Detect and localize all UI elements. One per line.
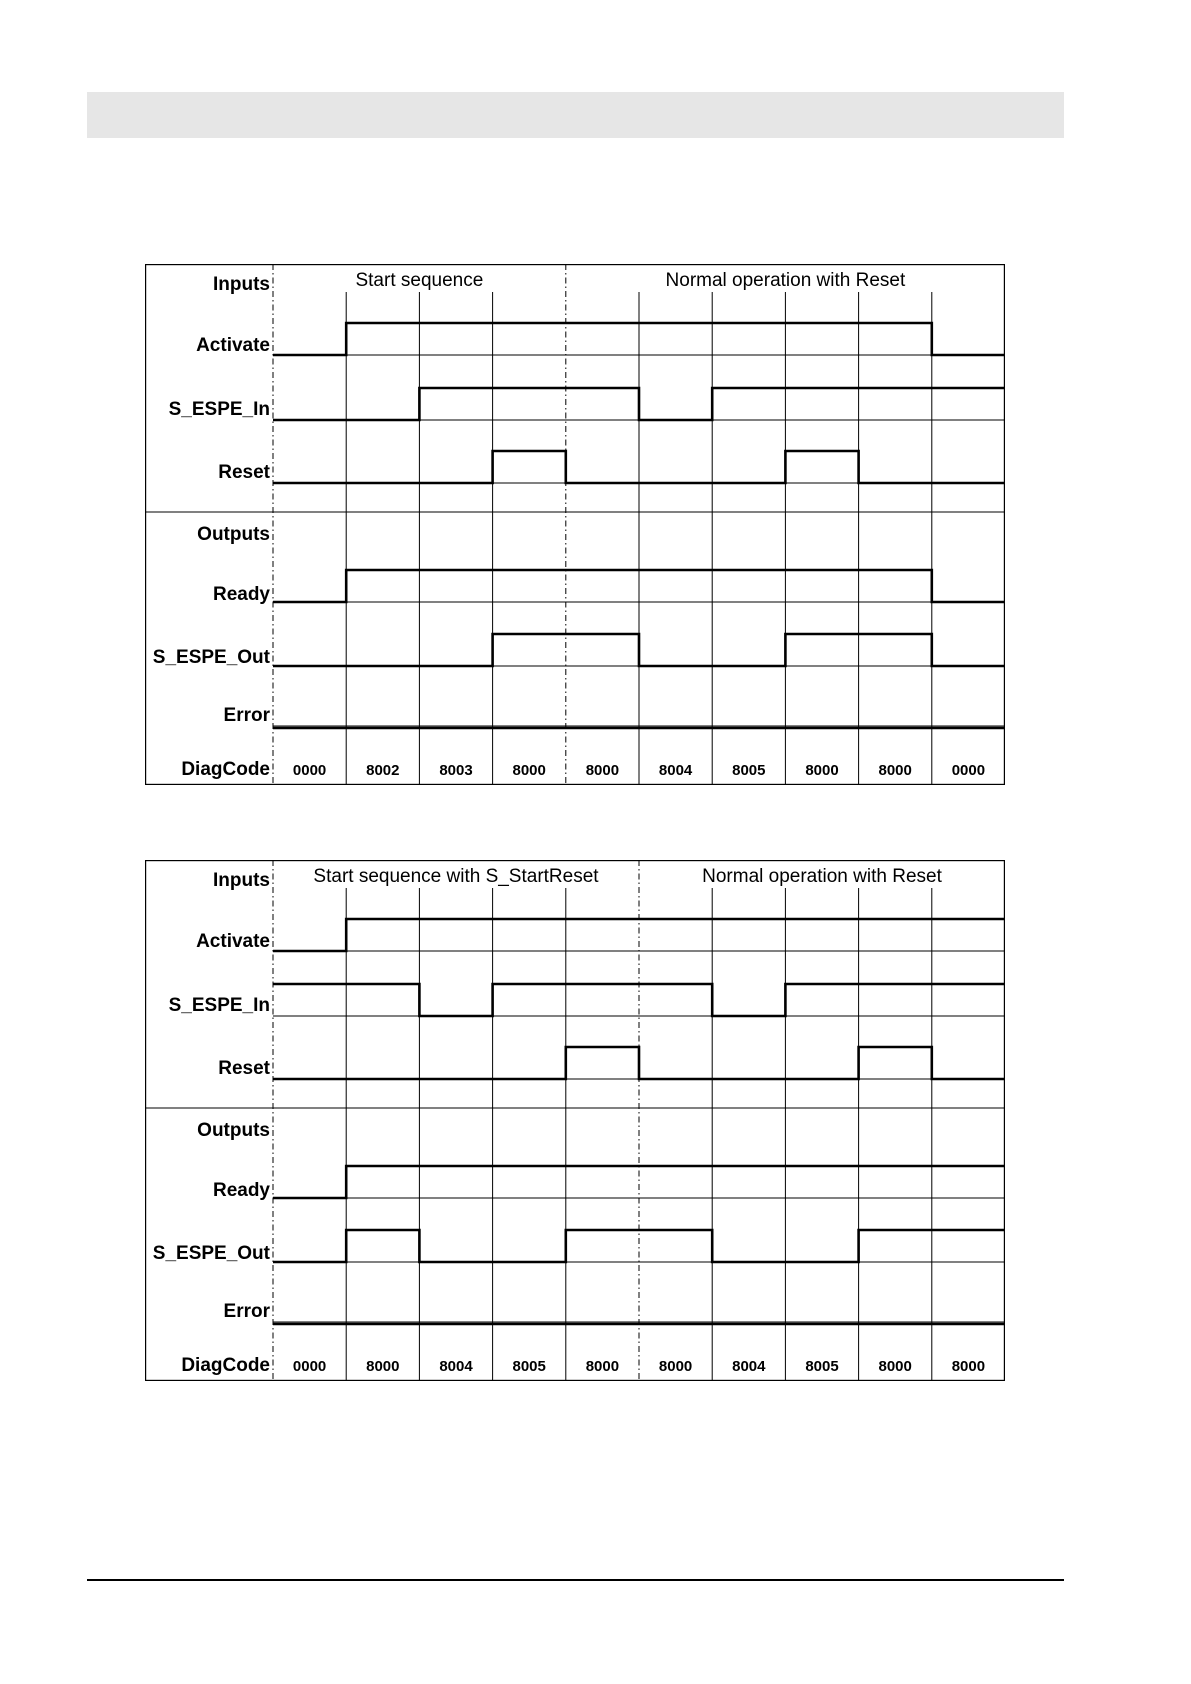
diag-code: 8000: [585, 1358, 620, 1375]
signal-label-activate: Activate: [196, 931, 270, 952]
diagram-frame: [146, 265, 1005, 785]
diag-code: 8000: [878, 762, 912, 779]
diag-code: 8000: [366, 1358, 400, 1375]
timing-diagram-start-sequence: [145, 264, 1005, 785]
signal-label-error: Error: [223, 705, 270, 726]
signal-label-ready: Ready: [212, 1180, 270, 1201]
phase-label-start: Start sequence: [355, 270, 484, 291]
waveform-s-espe-out: [273, 634, 1005, 666]
timing-diagram-start-reset: [145, 860, 1005, 1381]
signal-label-s-espe-out: S_ESPE_Out: [152, 647, 270, 668]
diag-code: 8000: [951, 1358, 986, 1375]
signal-label-s-espe-in: S_ESPE_In: [168, 995, 270, 1016]
diag-code: 8002: [366, 762, 400, 779]
signal-label-error: Error: [223, 1301, 270, 1322]
diag-code: 8004: [658, 762, 693, 779]
diag-code: 8005: [805, 1358, 839, 1375]
diag-code: 8000: [878, 1358, 912, 1375]
diag-code: 8003: [439, 762, 473, 779]
signal-label-activate: Activate: [196, 335, 270, 356]
diag-code: 8004: [732, 1358, 766, 1375]
diag-code: 8004: [439, 1358, 473, 1375]
outputs-section-label: Outputs: [197, 524, 270, 545]
diag-code: 8000: [585, 762, 620, 779]
footer-rule: [87, 1579, 1064, 1581]
diag-code: 8005: [732, 762, 766, 779]
diag-code: 8005: [512, 1358, 546, 1375]
signal-label-reset: Reset: [218, 462, 270, 483]
diagcode-label: DiagCode: [181, 1355, 270, 1376]
waveform-reset: [273, 1047, 1005, 1079]
diag-code: 8000: [805, 762, 839, 779]
diagram-frame: [146, 861, 1005, 1381]
signal-label-ready: Ready: [212, 584, 270, 605]
inputs-section-label: Inputs: [213, 274, 270, 295]
diag-code: 8000: [658, 1358, 693, 1375]
phase-label-normal: Normal operation with Reset: [702, 866, 942, 887]
header-bar: [87, 92, 1064, 138]
signal-label-s-espe-out: S_ESPE_Out: [152, 1243, 270, 1264]
inputs-section-label: Inputs: [213, 870, 270, 891]
diagcode-label: DiagCode: [181, 759, 270, 780]
signal-label-s-espe-in: S_ESPE_In: [168, 399, 270, 420]
outputs-section-label: Outputs: [197, 1120, 270, 1141]
signal-label-reset: Reset: [218, 1058, 270, 1079]
waveform-s-espe-in: [273, 388, 1005, 420]
phase-label-normal: Normal operation with Reset: [665, 270, 906, 291]
diag-code: 0000: [292, 762, 327, 779]
diag-code: 8000: [512, 762, 546, 779]
diag-code: 0000: [292, 1358, 327, 1375]
diag-code: 0000: [951, 762, 986, 779]
phase-label-start: Start sequence with S_StartReset: [313, 866, 599, 887]
